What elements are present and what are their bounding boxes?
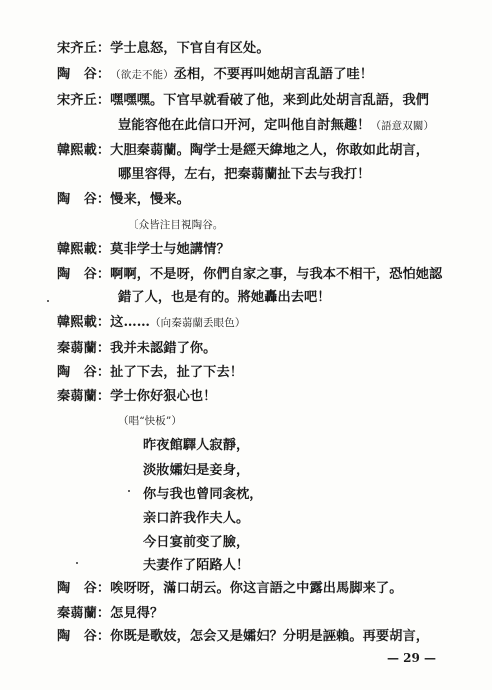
dialogue-line [57, 605, 163, 623]
verse-text: 你与我也曾同衾枕， [143, 487, 263, 502]
stage-direction-line [128, 216, 223, 234]
dialogue-text: 嘿嘿嘿。下官早就看破了他，来到此处胡言乱語，我們 [110, 93, 430, 108]
speaker-name: 陶 谷： [57, 67, 111, 82]
page-number: — 29 — [386, 651, 436, 665]
dialogue-text: 学士息怒，下官自有区处。 [110, 41, 270, 56]
verse-line [143, 462, 249, 480]
dialogue-line [57, 241, 230, 259]
dialogue-line [57, 191, 190, 209]
dialogue-text: 大胆秦蒻蘭。陶学士是經天緯地之人，你敢如此胡言， [110, 143, 430, 158]
dialogue-text: 学士你好狠心也！ [110, 389, 217, 404]
verse-line [143, 510, 249, 528]
dialogue-continuation [118, 289, 331, 307]
speaker-name: 秦蒻蘭： [57, 606, 111, 621]
verse-text: 亲口許我作夫人。 [143, 511, 250, 526]
dialogue-text: 怎見得？ [110, 606, 164, 621]
dialogue-line [57, 580, 402, 598]
speaker-name: 秦蒻蘭： [57, 389, 111, 404]
dialogue-line [57, 40, 270, 58]
dialogue-text: 扯了下去，扯了下去！ [110, 365, 244, 380]
dialogue-line [57, 628, 429, 646]
stage-direction-line [118, 412, 182, 430]
verse-line [143, 486, 263, 504]
speaker-name: 宋齐丘： [57, 93, 111, 108]
dialogue-line [57, 92, 429, 110]
print-speck [128, 490, 130, 492]
verse-line [143, 557, 249, 575]
stage-direction: 〔众皆注目視陶谷。 [128, 219, 224, 231]
dialogue-text: 这…… [110, 315, 151, 330]
verse-text: 昨夜館驛人寂靜， [143, 438, 250, 453]
stage-direction: （欲走不能） [110, 69, 174, 81]
dialogue-line [57, 340, 216, 358]
dialogue-text: 丞相，不要再叫她胡言乱語了哇！ [173, 67, 374, 82]
speaker-name: 宋齐丘： [57, 41, 111, 56]
dialogue-line [57, 314, 245, 332]
verse-text: 今日宴前变了臉， [143, 535, 250, 550]
verse-line [143, 437, 249, 455]
dialogue-text: 豈能容他在此信口开河，定叫他自討無趣！ [118, 118, 371, 133]
dialogue-continuation [118, 166, 370, 184]
print-speck [47, 300, 49, 302]
speaker-name: 韓熙載： [57, 143, 111, 158]
dialogue-text: 我并未認錯了你。 [110, 341, 217, 356]
print-speck [76, 562, 78, 564]
dialogue-text: 哪里容得，左右，把秦蒻蘭扯下去与我打！ [118, 167, 371, 182]
dialogue-line [57, 66, 373, 84]
speaker-name: 陶 谷： [57, 192, 111, 207]
verse-text: 淡妝孀妇是妾身， [143, 463, 250, 478]
dialogue-text: 啊啊，不是呀，你們自家之事，与我本不相干，恐怕她認 [110, 267, 443, 282]
dialogue-text: 唉呀呀，滿口胡云。你这言語之中露出馬脚来了。 [110, 581, 403, 596]
verse-line [143, 534, 249, 552]
speaker-name: 陶 谷： [57, 267, 111, 282]
stage-direction: （向秦蒻蘭丢眼色） [150, 317, 246, 329]
speaker-name: 陶 谷： [57, 581, 111, 596]
speaker-name: 秦蒻蘭： [57, 341, 111, 356]
dialogue-line [57, 266, 442, 284]
dialogue-line [57, 364, 243, 382]
dialogue-text: 慢来，慢来。 [110, 192, 190, 207]
stage-direction: （語意双關） [370, 120, 435, 132]
speaker-name: 韓熙載： [57, 242, 111, 257]
verse-text: 夫妻作了陌路人！ [143, 558, 250, 573]
speaker-name: 陶 谷： [57, 629, 111, 644]
dialogue-text: 你既是歌妓，怎会又是孀妇？分明是誣賴。再要胡言， [110, 629, 430, 644]
stage-direction: （唱“快板”） [118, 415, 182, 427]
dialogue-text: 錯了人，也是有的。將她轟出去吧！ [118, 290, 331, 305]
speaker-name: 陶 谷： [57, 365, 111, 380]
speaker-name: 韓熙載： [57, 315, 111, 330]
dialogue-text: 莫非学士与她講情？ [110, 242, 230, 257]
dialogue-line [57, 142, 429, 160]
dialogue-continuation [118, 117, 434, 135]
dialogue-line [57, 388, 216, 406]
